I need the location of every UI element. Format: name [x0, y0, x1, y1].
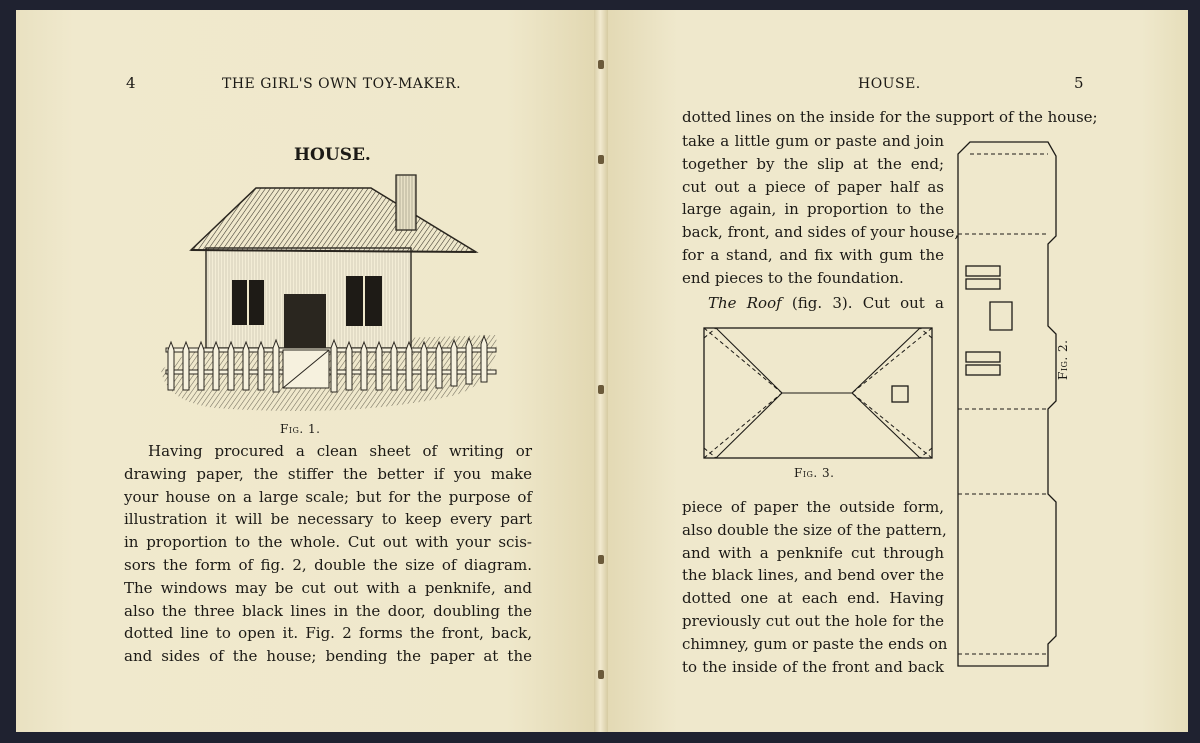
text-line: back, front, and sides of your house,	[682, 223, 960, 242]
right-column-top	[682, 130, 960, 290]
right-top-line	[682, 106, 1098, 129]
text-line: sors the form of fig. 2, double the size of diagram.	[124, 555, 532, 574]
text-line: chimney, gum or paste the ends on	[682, 634, 948, 653]
text-line: for a stand, and fix with gum the	[682, 245, 944, 264]
right-page-number: 5	[1074, 74, 1084, 92]
text-line: the black lines, and bend over the	[682, 566, 944, 585]
left-page	[16, 10, 594, 732]
roof-diagram	[696, 324, 942, 464]
right-column-bottom	[682, 496, 948, 678]
text-line: large again, in proportion to the	[682, 200, 944, 219]
house-net-diagram	[948, 134, 1058, 674]
text-line: dotted one at each end. Having	[682, 589, 944, 608]
right-page	[608, 10, 1188, 732]
text-line: The windows may be cut out with a penknife, and	[124, 578, 532, 597]
text-line: your house on a large scale; but for the purpose of	[124, 487, 532, 506]
roof-heading-rest: (fig. 3). Cut out a	[791, 294, 944, 312]
text-line: end pieces to the foundation.	[682, 268, 904, 287]
house-illustration	[156, 170, 501, 420]
text-line: take a little gum or paste and join	[682, 132, 944, 150]
text-line: also double the size of the pattern,	[682, 520, 947, 539]
text-line: cut out a piece of paper half as	[682, 177, 944, 196]
left-paragraph	[124, 440, 532, 668]
text-line: previously cut out the hole for the	[682, 611, 944, 630]
text-line: drawing paper, the stiffer the better if you make	[124, 464, 532, 483]
text-line: Having procured a clean sheet of writing or	[148, 442, 532, 460]
text-line: dotted line to open it. Fig. 2 forms the front, back,	[124, 624, 532, 643]
text-line: and sides of the house; bending the paper at the	[124, 647, 532, 666]
text-line: piece of paper the outside form,	[682, 498, 944, 516]
text-line: dotted lines on the inside for the support of the house;	[682, 108, 1098, 126]
book-gutter	[594, 10, 608, 732]
right-running-head: HOUSE.	[858, 76, 921, 92]
text-line: illustration it will be necessary to keep every part	[124, 510, 532, 529]
text-line: also the three black lines in the door, doubling the	[124, 601, 532, 620]
fig1-caption: Fig. 1.	[280, 422, 321, 436]
text-line: to the inside of the front and back	[682, 657, 944, 676]
binding-stitch	[598, 155, 604, 164]
text-line: and with a penknife cut through	[682, 543, 944, 562]
binding-stitch	[598, 555, 604, 564]
roof-heading-line	[682, 292, 944, 315]
fig2-caption: Fig. 2.	[1056, 339, 1070, 380]
fig3-caption: Fig. 3.	[794, 466, 835, 480]
roof-heading: The Roof	[708, 294, 782, 312]
text-line: together by the slip at the end;	[682, 154, 944, 173]
left-page-number: 4	[126, 74, 136, 92]
left-running-head: THE GIRL'S OWN TOY-MAKER.	[222, 76, 462, 92]
binding-stitch	[598, 670, 604, 679]
binding-stitch	[598, 60, 604, 69]
figure-title: HOUSE.	[294, 145, 371, 165]
binding-stitch	[598, 385, 604, 394]
text-line: in proportion to the whole. Cut out with your scis-	[124, 533, 532, 552]
text-line	[682, 292, 944, 315]
